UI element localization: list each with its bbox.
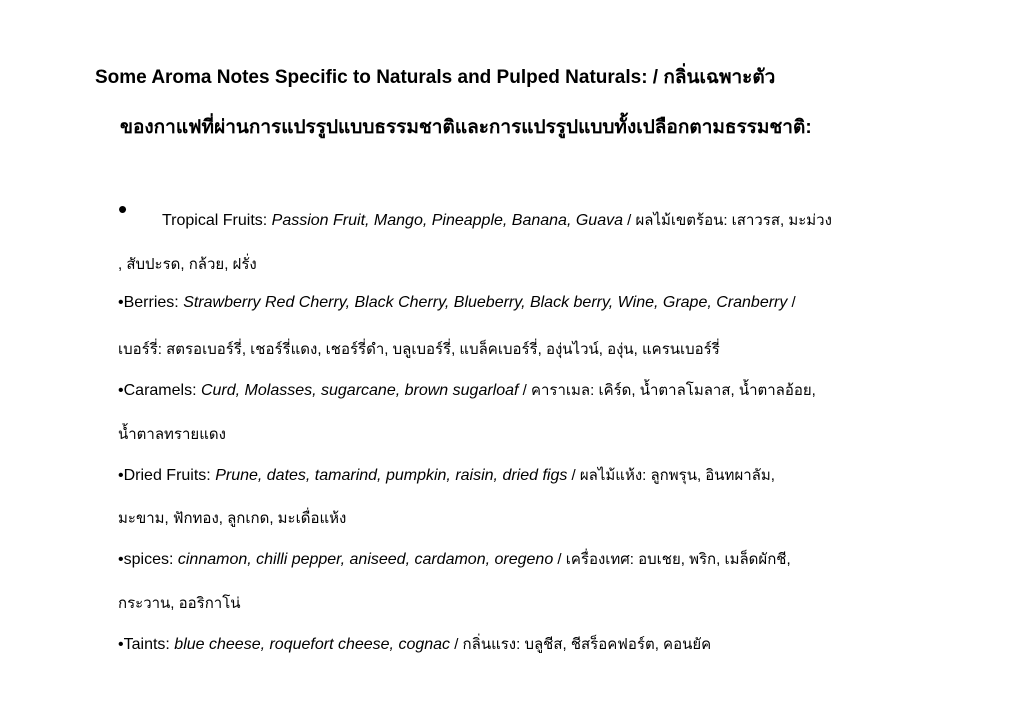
list-item <box>118 632 711 656</box>
item-label: Dried Fruits: <box>123 467 216 484</box>
item-thai-continued: น้ำตาลทรายแดง <box>118 426 226 443</box>
item-label: spices: <box>123 551 178 568</box>
item-thai: / กลิ่นแรง: บลูชีส, ชีสร็อคฟอร์ต, คอนยัค <box>450 636 712 653</box>
bullet-icon: • <box>118 467 124 484</box>
item-label: Taints: <box>123 636 175 653</box>
bullet-icon: • <box>118 551 124 568</box>
item-thai: / ผลไม้เขตร้อน: เสาวรส, มะม่วง <box>622 212 832 229</box>
item-thai: / เครื่องเทศ: อบเชย, พริก, เมล็ดผักชี, <box>553 551 791 568</box>
item-label: Caramels: <box>123 382 201 399</box>
list-item <box>118 547 791 571</box>
document-title: Some Aroma Notes Specific to Naturals and Pulped Naturals: / กลิ่นเฉพาะตัว <box>95 67 776 88</box>
item-examples: blue cheese, roquefort cheese, cognac <box>174 636 451 653</box>
list-item <box>118 463 775 487</box>
bullet-icon: • <box>118 636 124 653</box>
item-thai-continued: เบอร์รี่: สตรอเบอร์รี่, เชอร์รี่แดง, เชอร์รี่ดำ, บลูเบอร์รี่, แบล็คเบอร์รี่, องุ่นไวน์, องุ่น, แครนเบอร์รี่ <box>118 341 720 358</box>
item-thai: / คาราเมล: เคิร์ด, น้ำตาลโมลาส, น้ำตาลอ้อย, <box>518 382 816 399</box>
item-label: Berries: <box>123 294 184 311</box>
item-examples: Strawberry Red Cherry, Black Cherry, Blueberry, Black berry, Wine, Grape, Cranberry <box>183 294 788 311</box>
bullet-icon: • <box>118 294 124 311</box>
item-thai-continued: กระวาน, ออริกาโน่ <box>118 595 241 612</box>
item-thai: / ผลไม้แห้ง: ลูกพรุน, อินทผาลัม, <box>567 467 775 484</box>
item-examples: Prune, dates, tamarind, pumpkin, raisin, dried figs <box>215 467 568 484</box>
item-examples: Curd, Molasses, sugarcane, brown sugarloaf <box>200 382 519 399</box>
item-examples: cinnamon, chilli pepper, aniseed, cardamon, oregeno <box>177 551 554 568</box>
item-examples: Passion Fruit, Mango, Pineapple, Banana, Guava <box>271 212 623 229</box>
document-title-continued: ของกาแฟที่ผ่านการแปรรูปแบบธรรมชาติและการแปรรูปแบบทั้งเปลือกตามธรรมชาติ: <box>120 117 812 138</box>
item-thai-continued: มะขาม, ฟักทอง, ลูกเกด, มะเดื่อแห้ง <box>118 510 347 527</box>
item-label: Tropical Fruits: <box>162 212 272 229</box>
list-item <box>118 294 796 312</box>
bullet-icon: • <box>118 194 128 224</box>
item-thai-continued: , สับปะรด, กล้วย, ฝรั่ง <box>118 256 257 273</box>
item-thai: / <box>787 294 796 311</box>
bullet-icon: • <box>118 382 124 399</box>
list-item <box>118 378 816 402</box>
list-item <box>162 208 832 232</box>
